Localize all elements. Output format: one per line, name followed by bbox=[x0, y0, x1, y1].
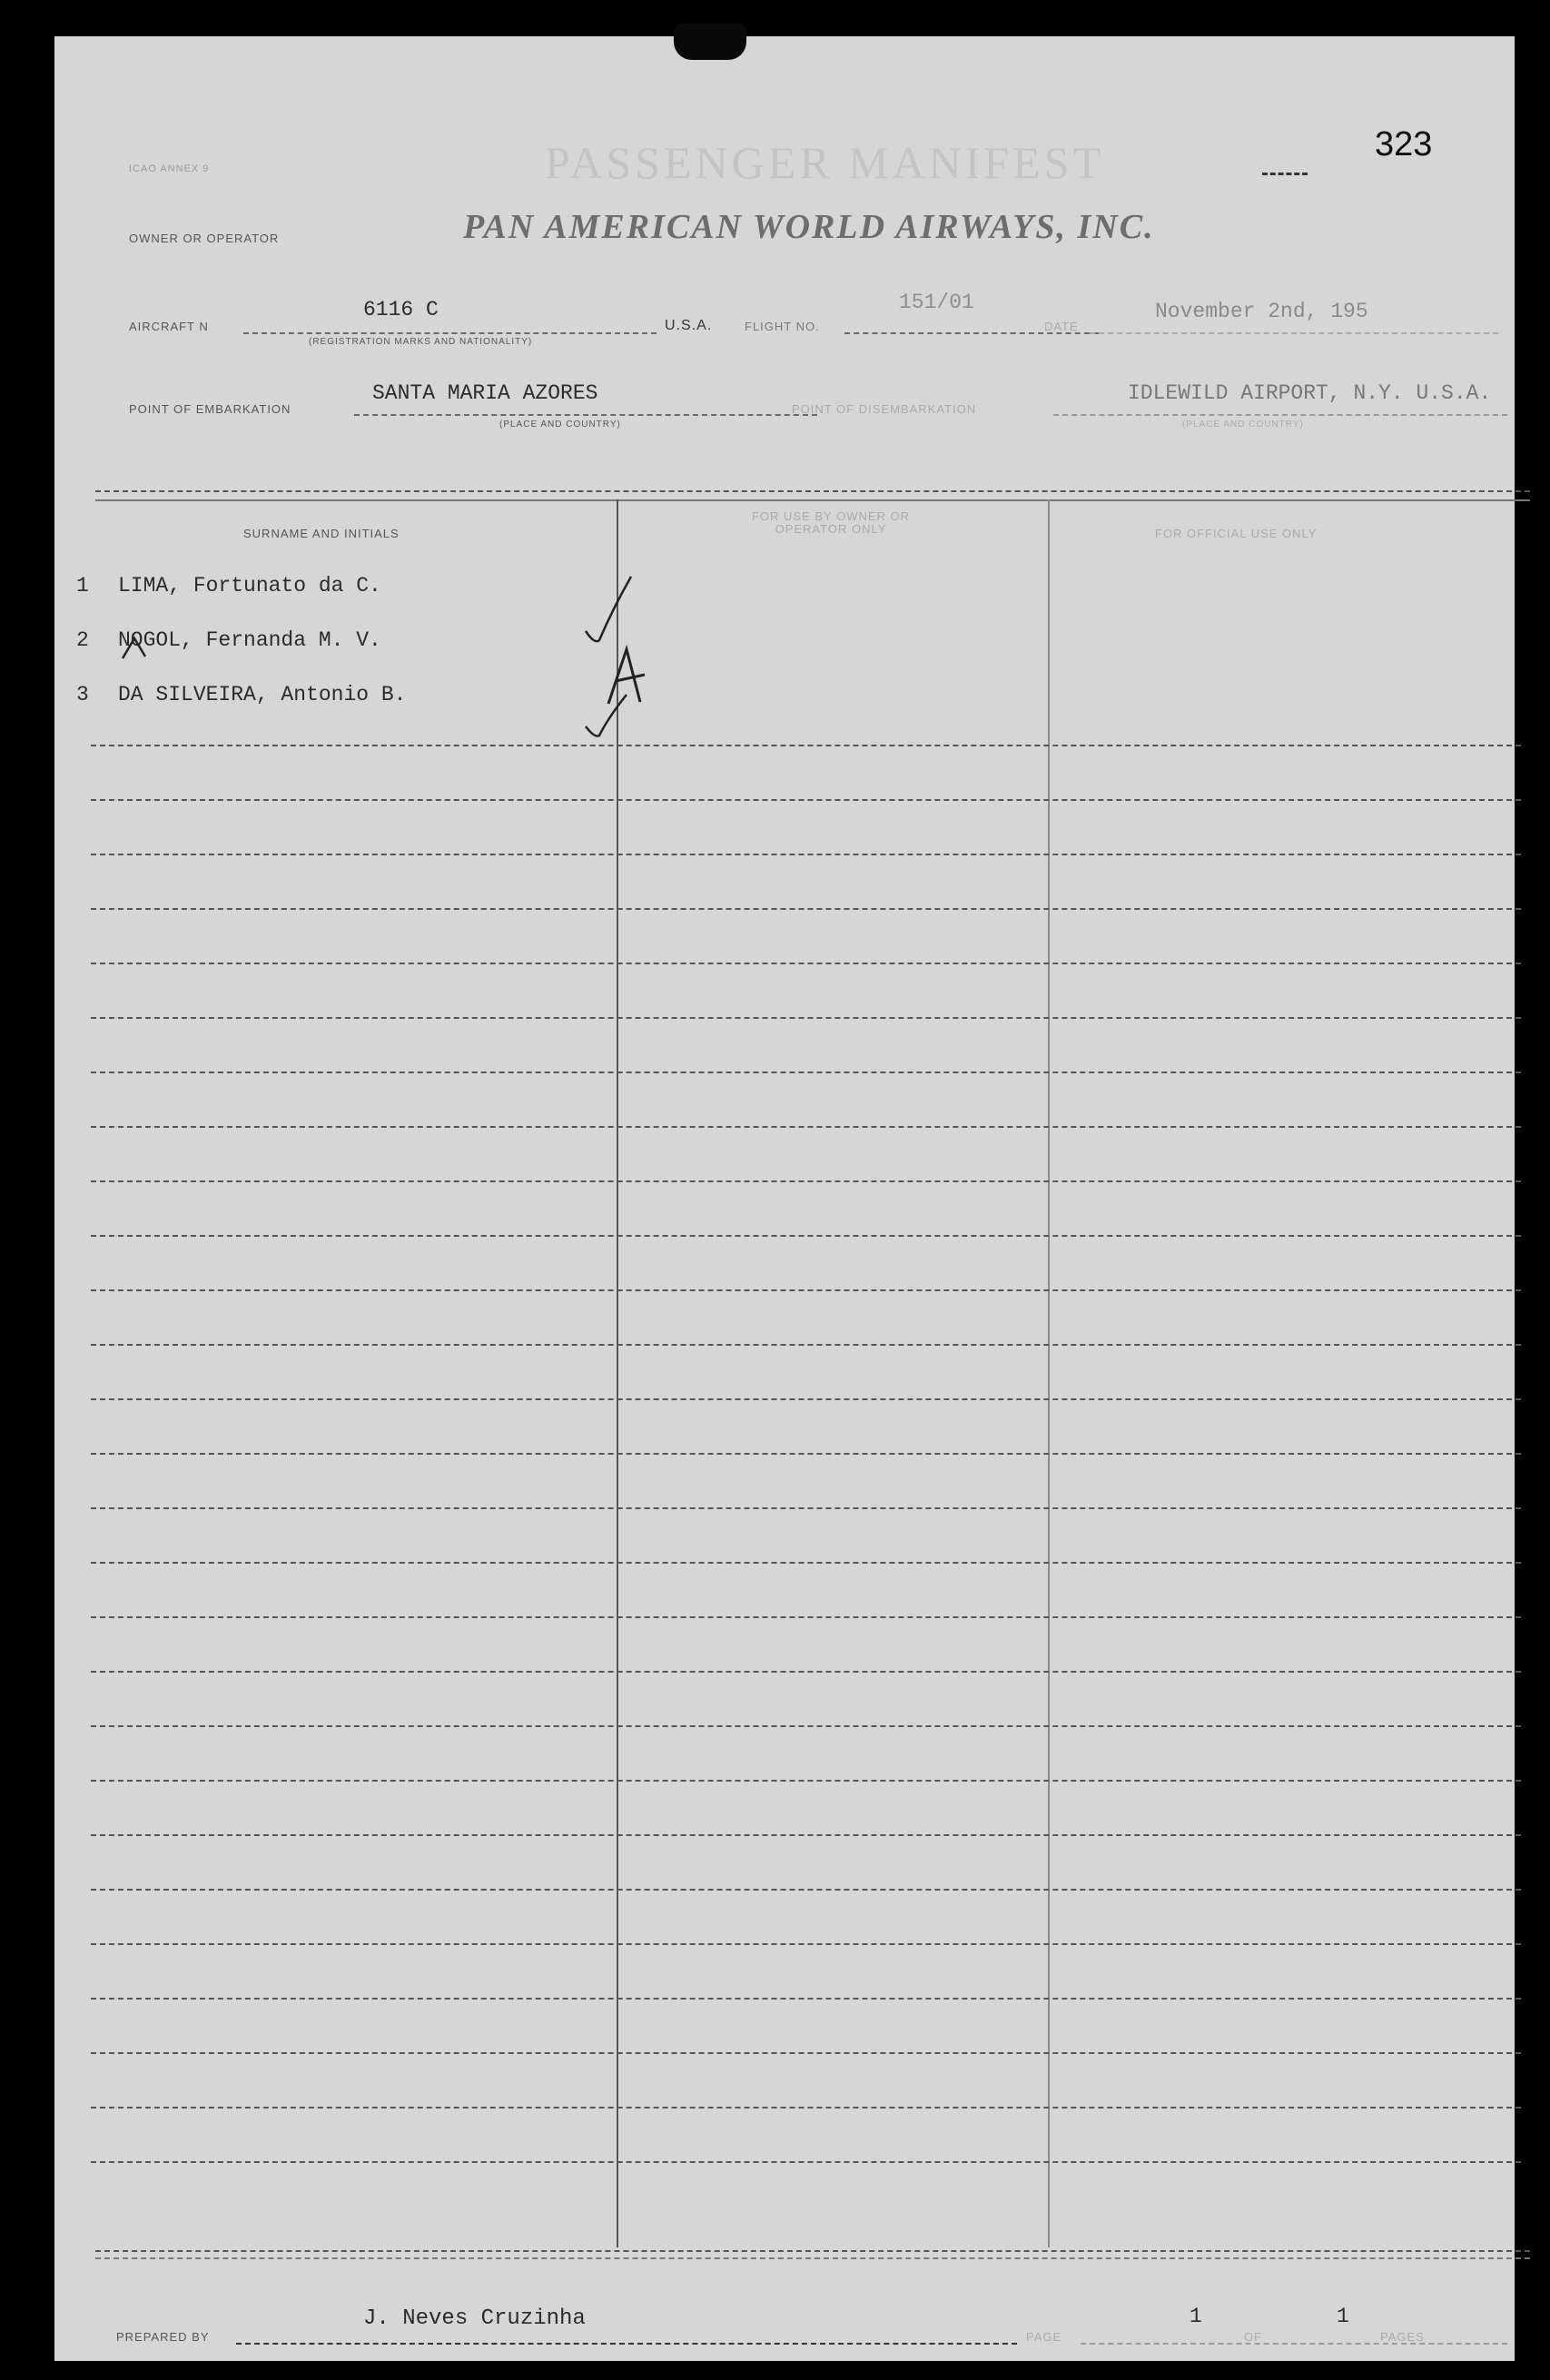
row-line bbox=[91, 2107, 1521, 2108]
row-line bbox=[91, 1126, 1521, 1128]
handwritten-initial bbox=[603, 643, 604, 644]
circumflex-mark bbox=[123, 638, 145, 658]
page-number: 323 bbox=[1375, 125, 1433, 163]
row-line bbox=[91, 1017, 1521, 1019]
row-line bbox=[91, 2052, 1521, 2054]
row-line bbox=[91, 1998, 1521, 2000]
embarkation-value: SANTA MARIA AZORES bbox=[372, 381, 598, 405]
row-line bbox=[91, 2161, 1521, 2163]
row-line bbox=[91, 908, 1521, 910]
table-bottom-rule bbox=[95, 2250, 1530, 2252]
flight-number: 151/01 bbox=[899, 291, 974, 314]
row-line bbox=[91, 1671, 1521, 1673]
passenger-2-name: NOGOL, Fernanda M. V. bbox=[118, 628, 381, 652]
manifest-form bbox=[54, 36, 1515, 2361]
disembark-label: POINT OF DISEMBARKATION bbox=[792, 402, 977, 416]
date-label: DATE bbox=[1044, 320, 1079, 333]
owner-label: OWNER OR OPERATOR bbox=[129, 232, 280, 245]
date-underline bbox=[1090, 332, 1498, 334]
col-header-owner-use: FOR USE BY OWNER OR OPERATOR ONLY bbox=[751, 509, 911, 536]
row-line bbox=[91, 745, 1521, 746]
row-line bbox=[91, 1943, 1521, 1945]
aircraft-caption: (REGISTRATION MARKS AND NATIONALITY) bbox=[309, 337, 533, 347]
check-mark-1 bbox=[586, 577, 631, 641]
of-label: OF bbox=[1244, 2330, 1263, 2344]
prepared-by: J. Neves Cruzinha bbox=[363, 2306, 586, 2331]
row-line bbox=[91, 1507, 1521, 1509]
pages-label: PAGES bbox=[1380, 2330, 1425, 2344]
embarkation-label: POINT OF EMBARKATION bbox=[129, 402, 291, 416]
table-top-rule-2 bbox=[95, 499, 1530, 501]
column-divider-2 bbox=[1048, 499, 1050, 2247]
col-header-surname: SURNAME AND INITIALS bbox=[243, 527, 400, 540]
passenger-3-name: DA SILVEIRA, Antonio B. bbox=[118, 683, 407, 706]
row-line bbox=[91, 1725, 1521, 1727]
footer-page: 1 bbox=[1190, 2305, 1202, 2328]
aircraft-number: 6116 C bbox=[363, 298, 439, 321]
flight-label: FLIGHT NO. bbox=[745, 320, 820, 333]
passenger-1-name: LIMA, Fortunato da C. bbox=[118, 574, 381, 597]
col-header-official-use: FOR OFFICIAL USE ONLY bbox=[1155, 527, 1318, 540]
row-line bbox=[91, 1562, 1521, 1564]
aircraft-nationality: U.S.A. bbox=[665, 318, 713, 333]
footer-page-underline bbox=[1081, 2343, 1507, 2345]
footer-of: 1 bbox=[1337, 2305, 1349, 2328]
row-line bbox=[91, 1453, 1521, 1455]
ink-smudge bbox=[674, 24, 746, 60]
table-top-rule bbox=[95, 490, 1530, 492]
prepared-underline bbox=[236, 2343, 1017, 2345]
checkmarks bbox=[118, 558, 663, 749]
row-line bbox=[91, 1780, 1521, 1782]
aircraft-label: AIRCRAFT N bbox=[129, 320, 209, 333]
check-mark-3 bbox=[586, 695, 627, 736]
row-line bbox=[91, 1071, 1521, 1073]
row-line bbox=[91, 1344, 1521, 1346]
row-line bbox=[91, 854, 1521, 855]
table-bottom-rule-2 bbox=[95, 2257, 1530, 2259]
passenger-1-number: 1 bbox=[76, 574, 89, 597]
form-title: PASSENGER MANIFEST bbox=[545, 137, 1105, 188]
page-number-dash bbox=[1262, 173, 1308, 175]
prepared-label: PREPARED BY bbox=[116, 2330, 210, 2344]
disembark-value: IDLEWILD AIRPORT, N.Y. U.S.A. bbox=[1128, 381, 1492, 405]
row-line bbox=[91, 1398, 1521, 1400]
disembark-caption: (PLACE AND COUNTRY) bbox=[1182, 420, 1304, 430]
corner-code: ICAO ANNEX 9 bbox=[129, 163, 210, 174]
row-line bbox=[91, 1289, 1521, 1291]
aircraft-underline bbox=[243, 332, 657, 334]
row-line bbox=[91, 963, 1521, 964]
disembark-underline bbox=[1053, 414, 1507, 416]
row-line bbox=[91, 1889, 1521, 1891]
column-divider-1 bbox=[617, 499, 618, 2247]
owner-value: PAN AMERICAN WORLD AIRWAYS, INC. bbox=[463, 208, 1155, 246]
row-line bbox=[91, 1834, 1521, 1836]
passenger-3-number: 3 bbox=[76, 683, 89, 706]
page-label: PAGE bbox=[1026, 2330, 1062, 2344]
row-line bbox=[91, 1180, 1521, 1182]
date-value: November 2nd, 195 bbox=[1155, 300, 1368, 323]
row-line bbox=[91, 1235, 1521, 1237]
row-line bbox=[91, 1616, 1521, 1618]
passenger-2-number: 2 bbox=[76, 628, 89, 652]
row-line bbox=[91, 799, 1521, 801]
embarkation-caption: (PLACE AND COUNTRY) bbox=[499, 420, 621, 430]
embarkation-underline bbox=[354, 414, 817, 416]
